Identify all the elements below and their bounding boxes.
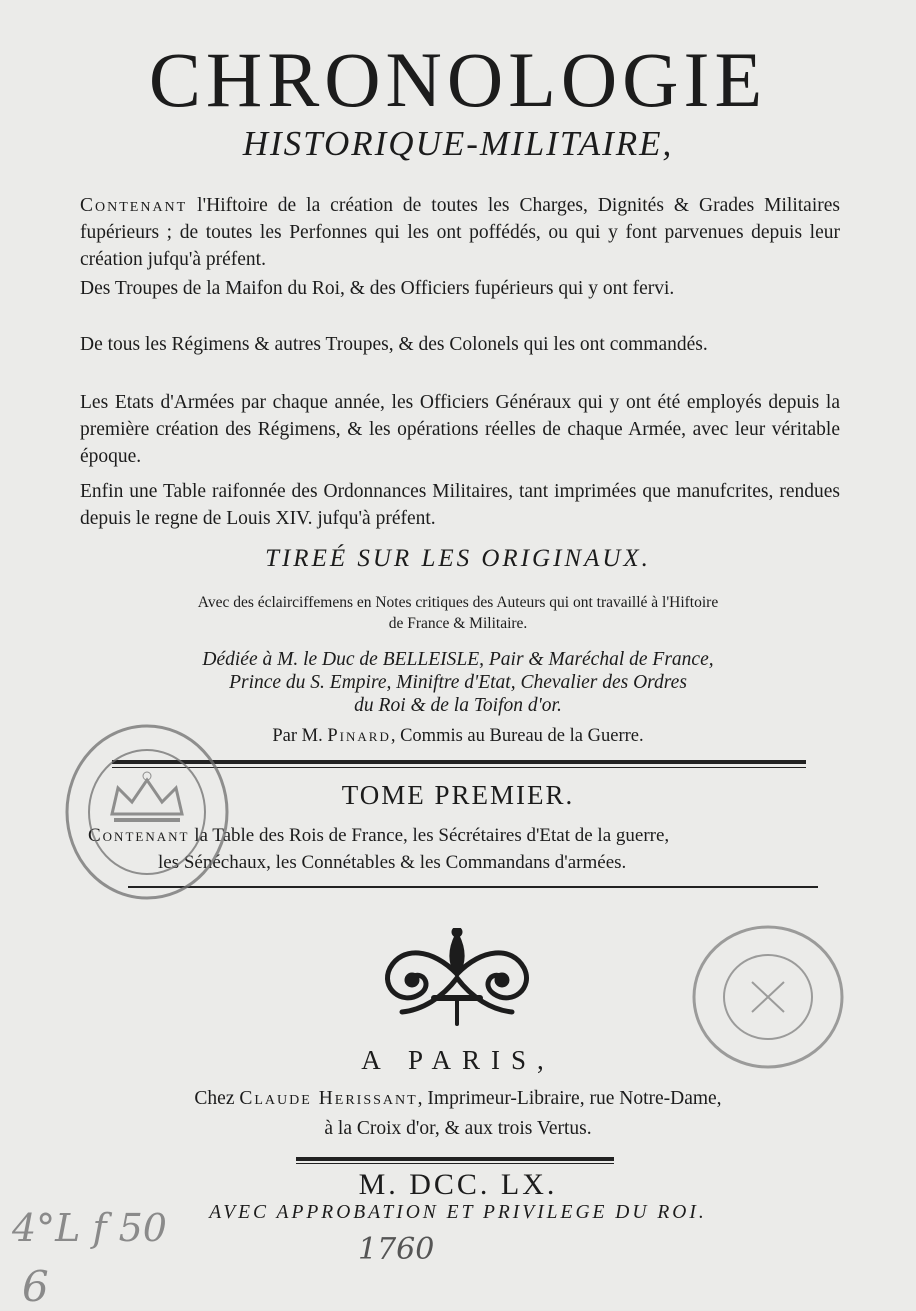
publisher-name: Claude Herissant — [239, 1088, 418, 1109]
double-rule-bottom-thin — [296, 1163, 614, 1164]
source-statement: TIREÉ SUR LES ORIGINAUX. — [265, 545, 651, 572]
author-line: Par M. Pinard, Commis au Bureau de la Guerre. — [272, 726, 644, 746]
paragraph-troupes-maison: Des Troupes de la Maifon du Roi, & des Officiers fupérieurs qui y ont fervi. — [80, 278, 675, 299]
dedication: Dédiée à M. le Duc de BELLEISLE, Pair & Maréchal de France, Prince du S. Empire, Miniftre d'Etat, Chevalier des Ordres du Roi & de la Toifon d'or. — [202, 649, 714, 716]
book-subtitle: HISTORIQUE-MILITAIRE, — [242, 124, 674, 163]
publication-year: M. DCC. LX. — [358, 1168, 558, 1201]
shelfmark-handwritten: 4°L f 50 — [12, 1206, 167, 1250]
notes-statement: Avec des éclairciffemens en Notes critiques des Auteurs qui ont travaillé à l'Hiftoire de France & Militaire. — [197, 594, 719, 632]
fleuron-ornament-icon — [372, 928, 542, 1028]
double-rule-bottom — [296, 1157, 614, 1161]
paragraph-charges: Contenant l'Hiftoire de la création de toutes les Charges, Dignités & Grades Militaires fupérieurs ; de toutes les Perfonnes qui les ont poffédés, ou qui y font parvenues depuis leur création jufqu'à préfent. — [80, 195, 840, 270]
imprint-place: A PARIS, — [361, 1045, 555, 1075]
handwritten-year: 1760 — [358, 1232, 435, 1267]
approbation-line: AVEC APPROBATION ET PRIVILEGE DU ROI. — [209, 1202, 707, 1223]
author-name: Pinard — [327, 726, 391, 746]
paragraph-ordonnances: Enfin une Table raifonnée des Ordonnances Militaires, tant imprimées que manufcrites, rendues depuis le regne de Louis XIV. jufqu'à préfent. — [80, 481, 840, 529]
paragraph-regimens: De tous les Régimens & autres Troupes, & des Colonels qui les ont commandés. — [80, 334, 708, 355]
volume-contents: Contenant la Table des Rois de France, les Sécrétaires d'Etat de la guerre, les Sénéchaux, les Connétables & les Commandans d'armées. — [88, 825, 670, 873]
shelfmark-handwritten-number: 6 — [22, 1262, 49, 1311]
publisher-address: à la Croix d'or, & aux trois Vertus. — [324, 1118, 592, 1139]
library-stamp-right-icon — [688, 922, 848, 1072]
volume-title: TOME PREMIER. — [341, 780, 575, 810]
library-stamp-left-icon — [62, 722, 232, 902]
book-title: CHRONOLOGIE — [148, 36, 768, 123]
paragraph-etats-armees: Les Etats d'Armées par chaque année, les Officiers Généraux qui y ont été employés depuis la première création des Régimens, & les opérations réelles de chaque Armée, avec leur véritable époque. — [80, 392, 840, 467]
publisher-line: Chez Claude Herissant, Imprimeur-Libraire, rue Notre-Dame, — [194, 1088, 722, 1109]
